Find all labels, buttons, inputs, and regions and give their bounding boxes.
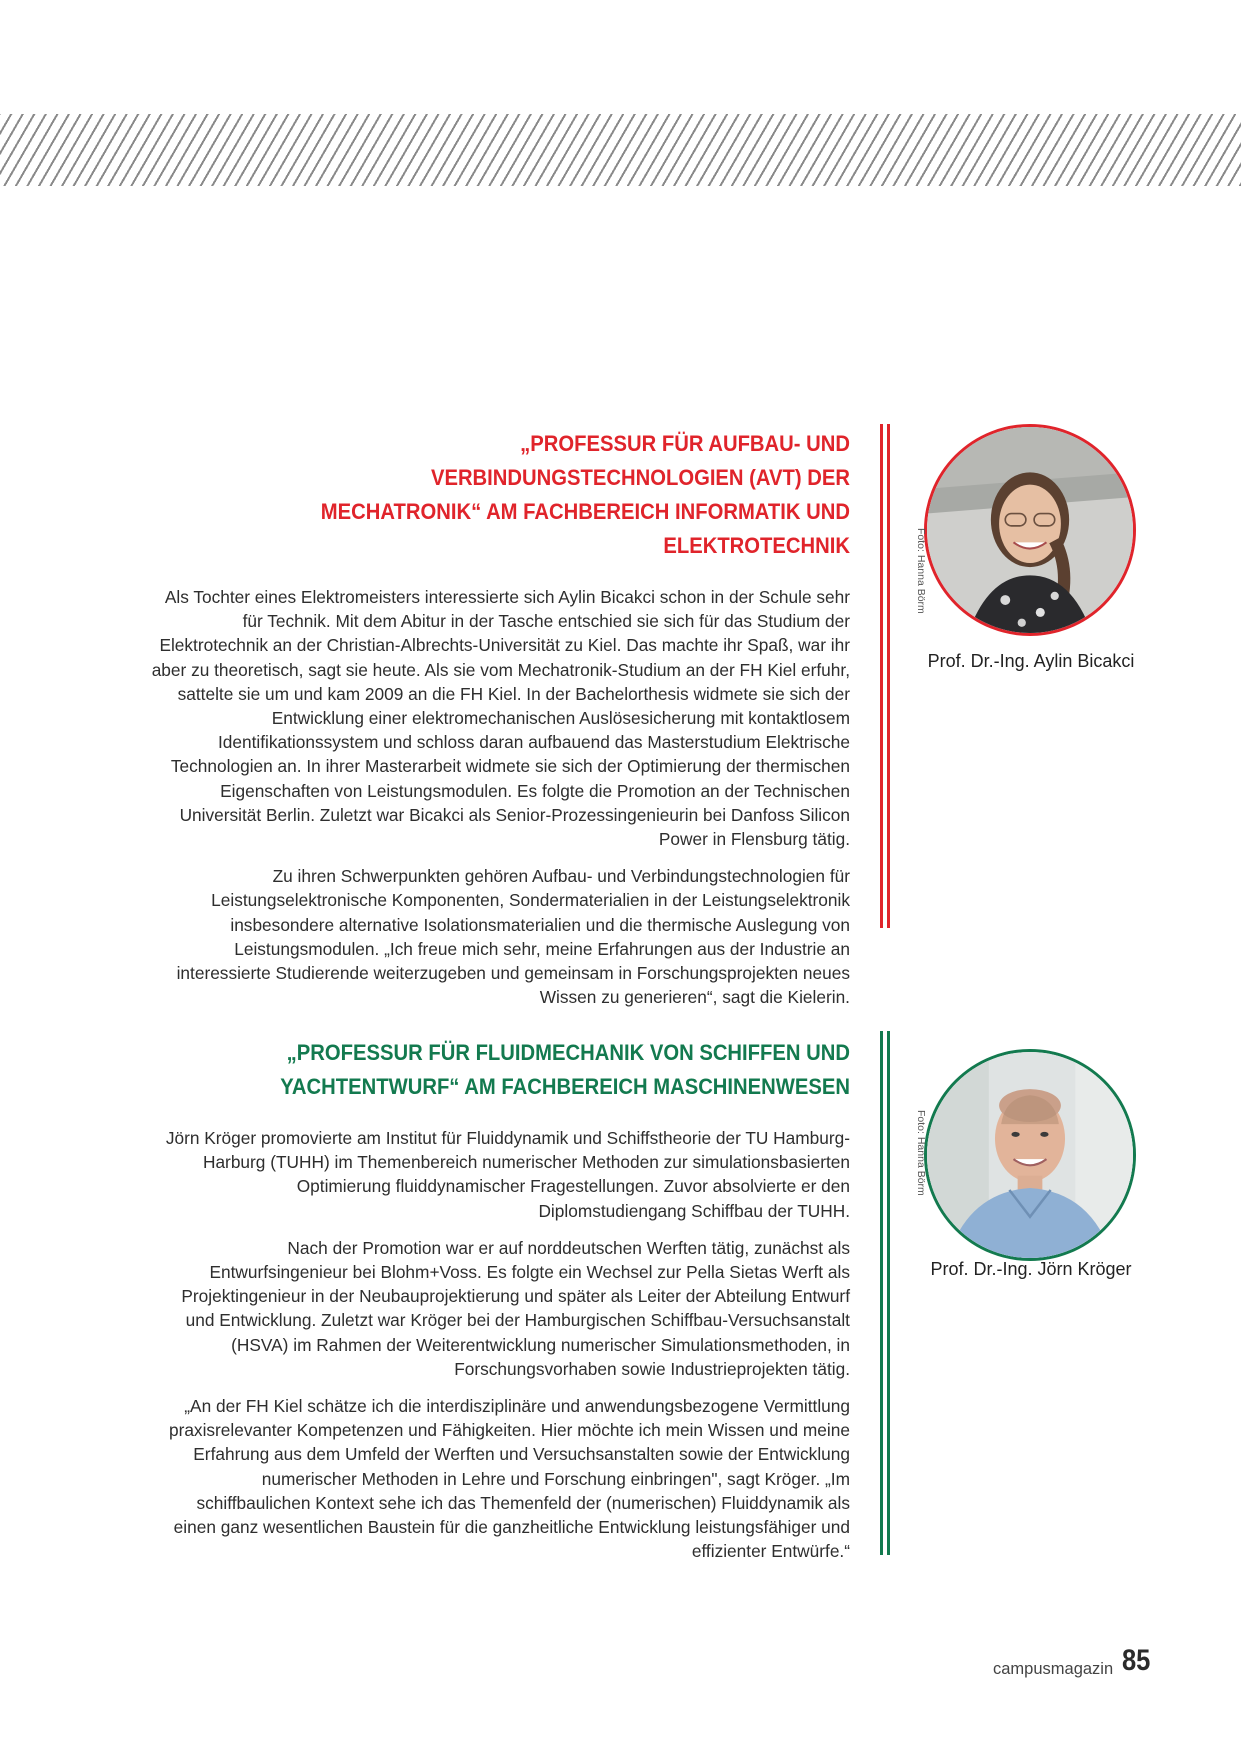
paragraph: Zu ihren Schwerpunkten gehören Aufbau- und Verbindungstechnologien für Leistungselektronische Komponenten, Sondermaterialien in der Leistungselektronik insbesondere alternative Isolationsmaterialien und die thermische Auslegung von Leistungsmodulen. „Ich freue mich sehr, meine Erfahrungen aus der Industrie an interessierte Studierende weiterzugeben und gemeinsam in Forschungsprojekten neues Wissen zu generieren“, sagt die Kielerin. [176,866,850,1008]
article-bicakci [150,427,850,1022]
page-number: 85 [1122,1644,1151,1677]
paragraph: Jörn Kröger promovierte am Institut für Fluiddynamik und Schiffstheorie der TU Hamburg-Harburg (TUHH) im Themenbereich numerischer Methoden zur simulationsbasierten Optimierung fluiddynamischer Fragestellungen. Zuvor absolvierte er den Diplomstudiengang Schiffbau der TUHH. [165,1128,850,1221]
photo-credit: Foto: Hanna Börm [915,1110,927,1196]
heading-line-1: „PROFESSUR FÜR AUFBAU- UND VERBINDUNGSTECHNOLOGIEN (AVT) DER [430,431,850,490]
article-kroeger [150,1036,850,1576]
vertical-rule [880,424,883,928]
article-body [150,585,850,1009]
article-body [150,1126,850,1563]
portrait-aylin-bicakci [924,424,1136,636]
vertical-rule [887,424,890,928]
article-heading [206,427,850,563]
heading-line-2: YACHTENTWURF“ AM FACHBEREICH MASCHINENWESEN [280,1074,850,1099]
vertical-rule [887,1031,890,1555]
footer-magazine-name: campusmagazin [993,1660,1114,1678]
paragraph: Nach der Promotion war er auf norddeutschen Werften tätig, zunächst als Entwurfsingenieur bei Blohm+Voss. Es folgte ein Wechsel zur Pella Sietas Werft als Projektingenieur in der Neubauprojektierung und später als Leiter der Abteilung Entwurf und Entwicklung. Zuletzt war Kröger bei der Hamburgischen Schiffbau-Versuchsanstalt (HSVA) im Rahmen der Weiterentwicklung numerischer Simulationsmethoden, in Forschungsvorhaben sowie Industrieprojekten tätig. [181,1237,850,1379]
paragraph: Als Tochter eines Elektromeisters interessierte sich Aylin Bicakci schon in der Schule sehr für Technik. Mit dem Abitur in der Tasche entschied sie sich für das Studium der Elektrotechnik an der Christian-Albrechts-Universität zu Kiel. Das machte ihr Spaß, war ihr aber zu theoretisch, sagt sie heute. Als sie vom Mechatronik-Studium an der FH Kiel erfuhr, sattelte sie um und kam 2009 an die FH Kiel. In der Bachelorthesis widmete sie sich der Entwicklung einer elektromechanischen Auslösesicherung mit kontaktlosem Identifikationssystem und schloss daran aufbauend das Masterstudium Elektrische Technologien an. In ihrer Masterarbeit widmete sie sich der Optimierung der thermischen Eigenschaften von Leistungsmodulen. Es folgte die Promotion an der Technischen Universität Berlin. Zuletzt war Bicakci als Senior-Prozessingenieurin bei Danfoss Silicon Power in Flensburg tätig. [151,587,850,850]
heading-line-1: „PROFESSUR FÜR FLUIDMECHANIK VON SCHIFFEN UND [286,1040,850,1065]
portrait-caption: Prof. Dr.-Ing. Aylin Bicakci [927,651,1135,671]
vertical-rule [880,1031,883,1555]
hatched-header-band [0,114,1241,186]
article-heading [206,1036,850,1104]
paragraph: „An der FH Kiel schätze ich die interdisziplinäre und anwendungsbezogene Vermittlung praxisrelevanter Kompetenzen und Fähigkeiten. Hier möchte ich mein Wissen und meine Erfahrung aus dem Umfeld der Werften und Versuchsanstalten sowie der Entwicklung numerischer Methoden in Lehre und Forschung einbringen", sagt Kröger. „Im schiffbaulichen Kontext sehe ich das Themenfeld der (numerischen) Fluiddynamik als einen ganz wesentlichen Baustein für die ganzheitliche Entwicklung leistungsfähiger und effizienter Entwürfe.“ [168,1396,850,1562]
portrait-caption: Prof. Dr.-Ing. Jörn Kröger [930,1259,1132,1279]
photo-credit: Foto: Hanna Börm [915,528,927,614]
portrait-joern-kroeger [924,1049,1136,1261]
heading-line-2: MECHATRONIK“ AM FACHBEREICH INFORMATIK UND ELEKTROTECHNIK [320,499,850,558]
